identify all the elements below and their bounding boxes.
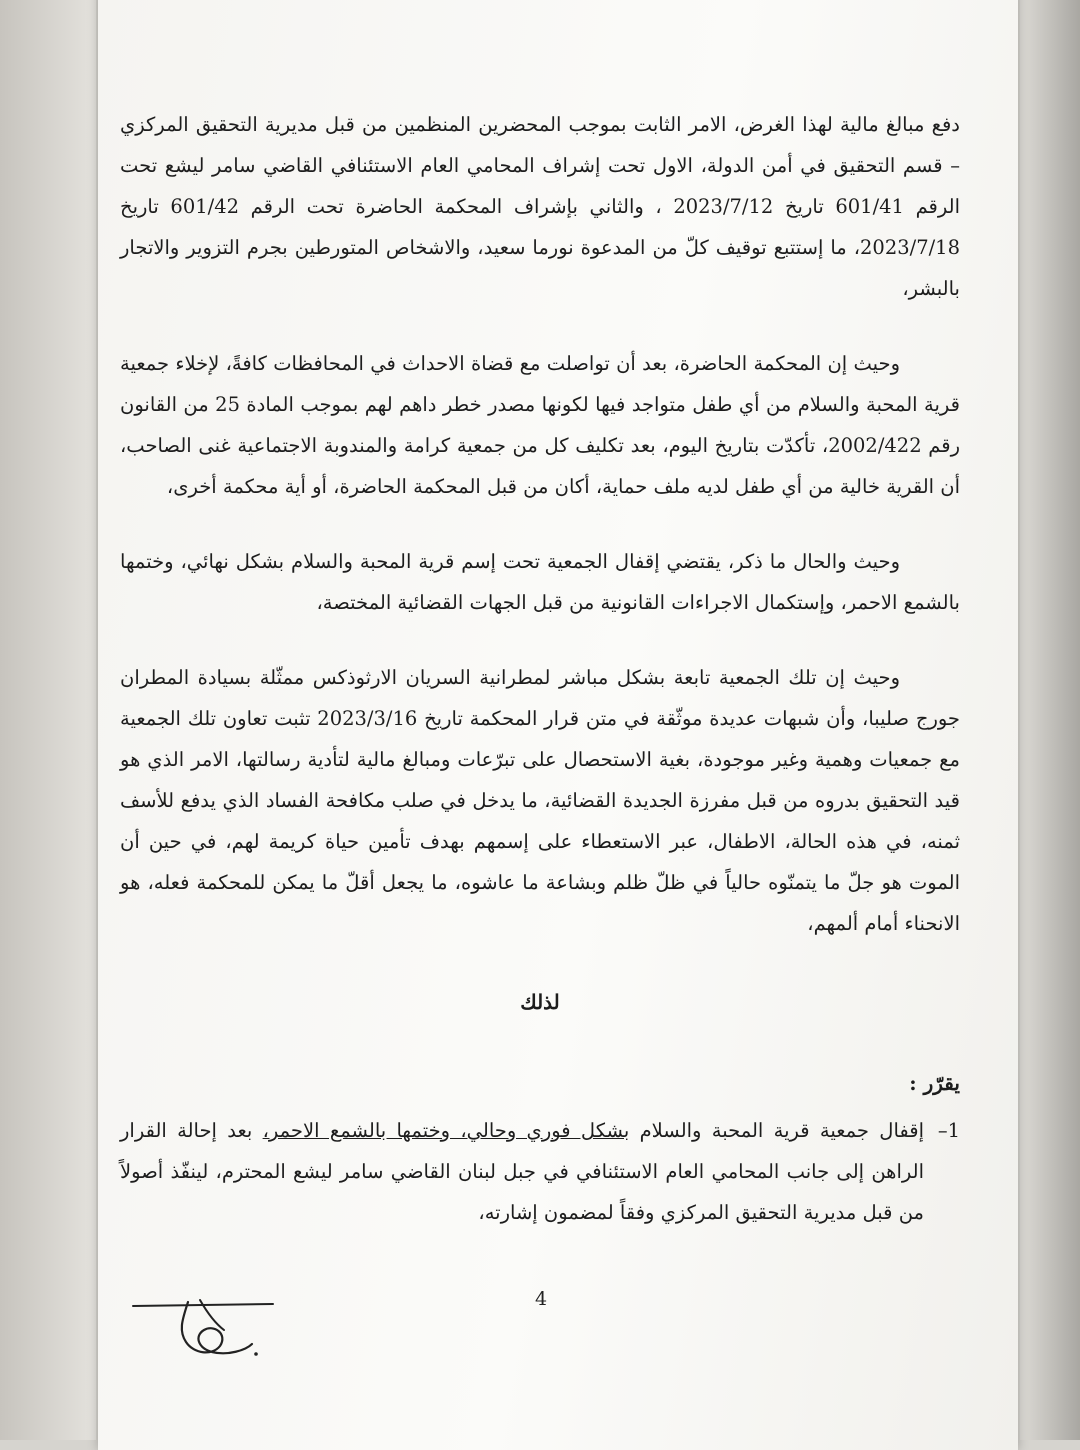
signature-image [128, 1290, 288, 1370]
decision-label: يقرّر : [909, 1071, 960, 1095]
page-number: 4 [535, 1288, 548, 1310]
decision-item-number: 1– [937, 1119, 960, 1142]
document-body [120, 104, 960, 1233]
photo-background-right [1020, 0, 1080, 1440]
decision-item [120, 1110, 960, 1233]
decision-item-text-start: إقفال جمعية قرية المحبة والسلام [629, 1119, 924, 1142]
paragraph-2: وحيث إن المحكمة الحاضرة، بعد أن تواصلت مع قضاة الاحداث في المحافظات كافةً، لإخلاء جمعية قرية المحبة والسلام من أي طفل متواجد فيها لكونها مصدر خطر داهم لهم بموجب المادة 25 من القانون رقم 2002/422، تأكدّت بتاريخ اليوم، بعد تكليف كل من جمعية كرامة والمندوبة الاجتماعية غنى الصاحب، أن القرية خالية من أي طفل لديه ملف حماية، أكان من قبل المحكمة الحاضرة، أو أية محكمة أخرى، [120, 352, 960, 498]
section-heading: لذلك [520, 990, 560, 1014]
decision-item-underlined-text: بشكل فوري وحالي، وختمها بالشمع الاحمر، [262, 1119, 630, 1142]
decision-item-text [120, 1110, 924, 1233]
paragraph-4: وحيث إن تلك الجمعية تابعة بشكل مباشر لمطرانية السريان الارثوذكس ممثّلة بسيادة المطران جورج صليبا، وأن شبهات عديدة موثّقة في متن قرار المحكمة تاريخ 2023/3/16 تثبت تعاون تلك الجمعية مع جمعيات وهمية وغير موجودة، بغية الاستحصال على تبرّعات ومبالغ مالية لتأدية رسالتها، الامر الذي هو قيد التحقيق بدروه من قبل مفرزة الجديدة القضائية، ما يدخل في صلب مكافحة الفساد الذي يدفع للأسف ثمنه، في هذه الحالة، الاطفال، عبر الاستعطاء على إسمهم بهدف تأمين حياة كريمة لهم، في حين أن الموت هو جلّ ما يتمنّوه حالياً في ظلّ ظلم وبشاعة ما عاشوه، ما يجعل أقلّ ما يمكن للمحكمة فعله، هو الانحناء أمام ألمهم، [120, 666, 960, 935]
decision-item-text-end: بعد إحالة القرار الراهن إلى جانب المحامي العام الاستئنافي في جبل لبنان القاضي سامر ليشع المحترم، لينفّذ أصولاً من قبل مديرية التحقيق المركزي وفقاً لمضمون إشارته، [120, 1119, 924, 1224]
paragraph-1: دفع مبالغ مالية لهذا الغرض، الامر الثابت بموجب المحضرين المنظمين من قبل مديرية التحقيق المركزي – قسم التحقيق في أمن الدولة، الاول تحت إشراف المحامي العام الاستئنافي القاضي سامر ليشع تحت الرقم 601/41 تاريخ 2023/7/12 ، والثاني بإشراف المحكمة الحاضرة تحت الرقم 601/42 تاريخ 2023/7/18، ما إستتبع توقيف كلّ من المدعوة نورما سعيد، والاشخاص المتورطين بجرم التزوير والاتجار بالبشر، [120, 113, 960, 300]
photo-background-left [0, 0, 96, 1440]
paragraph-3: وحيث والحال ما ذكر، يقتضي إقفال الجمعية تحت إسم قرية المحبة والسلام بشكل نهائي، وختمها بالشمع الاحمر، وإستكمال الاجراءات القانونية من قبل الجهات القضائية المختصة، [120, 550, 960, 614]
